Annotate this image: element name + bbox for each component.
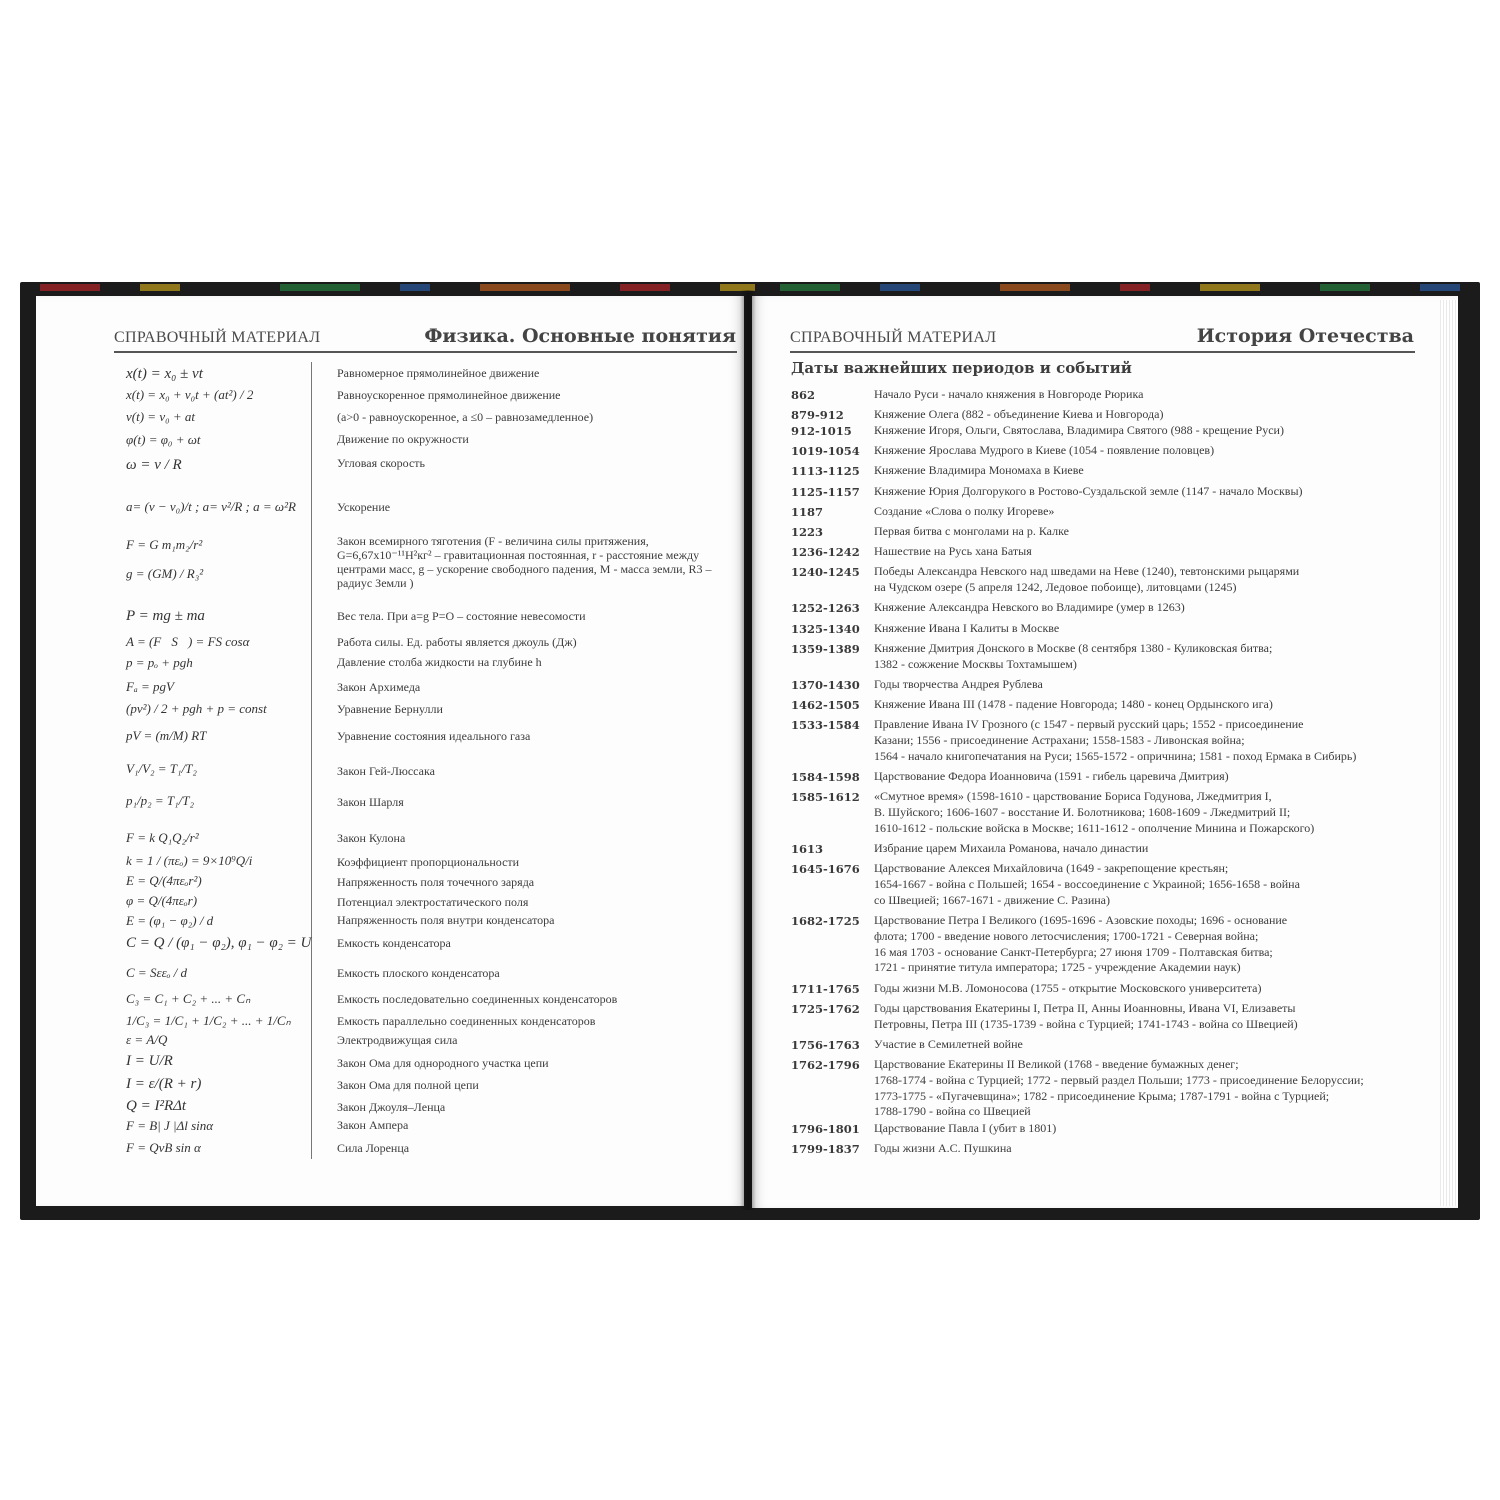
- spine: [740, 290, 756, 1210]
- event-date: 1113-1125: [791, 464, 860, 478]
- event-description: «Смутное время» (1598-1610 - царствование Бориса Годунова, Лжедмитрия I, В. Шуйского; 1606-1607 - восстание И. Болотникова; 1608-1609 - Лжедмитрий II; 1610-1612 - польские войска в Москве; 1611-1612 - ополчение Минина и Пожарского): [874, 789, 1315, 835]
- formula: k = 1 / (πεₒ) = 9×10⁹Q/i: [126, 853, 253, 868]
- left-header-rule: [114, 351, 737, 353]
- formula: x(t) = x₀ + v₀t + (at²) / 2: [126, 387, 254, 402]
- event-date: 1584-1598: [791, 770, 860, 784]
- event-description: Первая битва с монголами на р. Калке: [874, 524, 1069, 538]
- event-date: 912-1015: [791, 424, 852, 438]
- formula-description: Закон Ома для однородного участка цепи: [337, 1056, 549, 1070]
- formula: Q = I²RΔt: [126, 1098, 187, 1114]
- event-description: Княжение Александра Невского во Владимире (умер в 1263): [874, 600, 1185, 614]
- cover-pattern-segment: [400, 284, 430, 291]
- event-description: Царствование Федора Иоанновича (1591 - гибель царевича Дмитрия): [874, 769, 1229, 783]
- cover-pattern-segment: [480, 284, 570, 291]
- formula-description: Емкость последовательно соединенных конденсаторов: [337, 992, 618, 1006]
- formula-description: Уравнение Бернулли: [337, 702, 443, 716]
- event-date: 1223: [791, 525, 824, 539]
- formula-description: Закон Кулона: [337, 831, 406, 845]
- cover-pattern-segment: [1320, 284, 1370, 291]
- formula: I = ε/(R + r): [126, 1076, 202, 1092]
- formula: 1/C₃ = 1/C₁ + 1/C₂ + ... + 1/Cₙ: [126, 1013, 291, 1028]
- left-header-label: СПРАВОЧНЫЙ МАТЕРИАЛ: [114, 329, 321, 346]
- event-date: 1682-1725: [791, 914, 860, 928]
- formula-column-divider: [311, 362, 312, 1159]
- event-description: Княжение Ивана III (1478 - падение Новгорода; 1480 - конец Ордынского ига): [874, 697, 1273, 711]
- event-description: Участие в Семилетней войне: [874, 1037, 1023, 1051]
- formula: φ(t) = φ₀ + ωt: [126, 432, 201, 447]
- formula-description: Электродвижущая сила: [337, 1033, 458, 1047]
- formula: a= (v − v₀)/t ; a= v²/R ; a = ω²R: [126, 499, 296, 514]
- event-description: Княжение Владимира Мономаха в Киеве: [874, 463, 1084, 477]
- formula-description: Закон Шарля: [337, 795, 404, 809]
- formula-description: Сила Лоренца: [337, 1141, 410, 1155]
- event-description: Создание «Слова о полку Игореве»: [874, 504, 1055, 518]
- event-description: Царствование Екатерины II Великой (1768 - введение бумажных денег; 1768-1774 - война с Турцией; 1772 - первый раздел Польши; 1773 - присоединение Белоруссии; 1773-1775 - «Пугачевщина»; 1782 - присоединение Крыма; 1787-1791 - война с Турцией; 1788-1790 - война со Швецией: [874, 1057, 1364, 1119]
- formula: P = mg ± ma: [126, 608, 205, 624]
- event-date: 1613: [791, 842, 824, 856]
- event-description: Княжение Олега (882 - объединение Киева и Новгорода): [874, 407, 1164, 421]
- formula-description: Закон Архимеда: [337, 680, 421, 694]
- event-description: Годы жизни А.С. Пушкина: [874, 1141, 1012, 1155]
- formula-description: Равномерное прямолинейное движение: [337, 366, 540, 380]
- formula: v(t) = v₀ + at: [126, 409, 195, 424]
- formula: F = B| J |Δl sinα: [126, 1118, 214, 1133]
- formula: Fₐ = pgV: [126, 679, 174, 694]
- formula-description: Коэффициент пропорциональности: [337, 855, 520, 869]
- formula: E = Q/(4πεₒr²): [126, 873, 202, 888]
- event-date: 1756-1763: [791, 1038, 860, 1052]
- formula: φ = Q/(4πεₒr): [126, 893, 198, 908]
- event-date: 1370-1430: [791, 678, 860, 692]
- event-description: Княжение Ивана I Калиты в Москве: [874, 621, 1060, 635]
- event-date: 1725-1762: [791, 1002, 860, 1016]
- formula-description: Закон Гей-Люссака: [337, 764, 435, 778]
- event-date: 1359-1389: [791, 642, 860, 656]
- formula: F = G m₁m₂/r²: [126, 537, 203, 552]
- event-date: 1236-1242: [791, 545, 860, 559]
- cover-pattern-segment: [40, 284, 100, 291]
- event-description: Царствование Петра I Великого (1695-1696 - Азовские походы; 1696 - основание флота; 1700 - введение нового летосчисления; 1700-1721 - Северная война; 16 мая 1703 - основание Санкт-Петербурга; 27 июня 1709 - Полтавская битва; 1721 - принятие титула императора; 1725 - учреждение Академии наук): [874, 913, 1288, 975]
- cover-pattern-segment: [880, 284, 920, 291]
- cover-pattern-segment: [280, 284, 360, 291]
- formula-description: (a>0 - равноускоренное, a ≤0 – равнозамедленное): [337, 410, 594, 424]
- history-subtitle: Даты важнейших периодов и событий: [791, 359, 1132, 377]
- cover-pattern-segment: [1420, 284, 1460, 291]
- formula: C = Sεεₒ / d: [126, 965, 188, 980]
- event-date: 1187: [791, 505, 824, 519]
- formula-description: Напряженность поля внутри конденсатора: [337, 913, 555, 927]
- formula: p₁/p₂ = T₁/T₂: [126, 793, 195, 808]
- formula-description: Работа силы. Ед. работы является джоуль (Дж): [337, 635, 577, 649]
- formula-description: Равноускоренное прямолинейное движение: [337, 388, 561, 402]
- event-description: Годы жизни М.В. Ломоносова (1755 - открытие Московского университета): [874, 981, 1262, 995]
- cover-pattern-segment: [780, 284, 840, 291]
- event-date: 1252-1263: [791, 601, 860, 615]
- formula-description: Напряженность поля точечного заряда: [337, 875, 535, 889]
- event-description: Княжение Дмитрия Донского в Москве (8 сентября 1380 - Куликовская битва; 1382 - сожжение Москвы Тохтамышем): [874, 641, 1273, 671]
- formula: V₁/V₂ = T₁/T₂: [126, 761, 197, 776]
- event-date: 1711-1765: [791, 982, 860, 996]
- event-date: 1462-1505: [791, 698, 860, 712]
- formula-description: Давление столба жидкости на глубине h: [337, 655, 542, 669]
- formula: ω = v / R: [126, 457, 182, 473]
- formula-description: Емкость конденсатора: [337, 936, 451, 950]
- formula-description: Уравнение состояния идеального газа: [337, 729, 531, 743]
- event-description: Княжение Юрия Долгорукого в Ростово-Суздальской земле (1147 - начало Москвы): [874, 484, 1303, 498]
- left-page-title: Физика. Основные понятия: [424, 325, 736, 347]
- formula: ε = A/Q: [126, 1032, 168, 1047]
- formula: F = QvB sin α: [126, 1140, 201, 1155]
- event-description: Победы Александра Невского над шведами на Неве (1240), тевтонскими рыцарями на Чудском озере (5 апреля 1242, Ледовое побоище), литовцами (1245): [874, 564, 1300, 594]
- formula-description: Ускорение: [337, 500, 391, 514]
- formula: pV = (m/M) RT: [126, 728, 207, 743]
- formula-description: Угловая скорость: [337, 456, 425, 470]
- formula: I = U/R: [126, 1053, 173, 1069]
- event-date: 1585-1612: [791, 790, 860, 804]
- event-description: Годы царствования Екатерины I, Петра II, Анны Иоанновны, Ивана VI, Елизаветы Петровны, Петра III (1735-1739 - война с Турцией; 1741-1743 - война со Швецией): [874, 1001, 1298, 1031]
- formula: C₃ = C₁ + C₂ + ... + Cₙ: [126, 991, 251, 1006]
- event-date: 1796-1801: [791, 1122, 860, 1136]
- right-page-title: История Отечества: [1196, 325, 1414, 347]
- formula: g = (GM) / R₃²: [126, 566, 204, 581]
- event-date: 1325-1340: [791, 622, 860, 636]
- formula-description: Емкость плоского конденсатора: [337, 966, 500, 980]
- right-page-edge: [1440, 300, 1458, 1206]
- event-description: Царствование Алексея Михайловича (1649 - закрепощение крестьян; 1654-1667 - война с Польшей; 1654 - воссоединение с Украиной; 1656-1658 - война со Швецией; 1667-1671 - движение С. Разина): [874, 861, 1300, 907]
- formula-description: Вес тела. При a=g P=O – состояние невесомости: [337, 609, 586, 623]
- cover-pattern-segment: [1200, 284, 1260, 291]
- event-date: 879-912: [791, 408, 844, 422]
- event-description: Царствование Павла I (убит в 1801): [874, 1121, 1057, 1135]
- cover-pattern-segment: [140, 284, 180, 291]
- formula-description: Закон Джоуля–Ленца: [337, 1100, 446, 1114]
- event-description: Нашествие на Русь хана Батыя: [874, 544, 1032, 558]
- formula: C = Q / (φ₁ − φ₂), φ₁ − φ₂ = U: [126, 935, 312, 951]
- event-description: Избрание царем Михаила Романова, начало династии: [874, 841, 1149, 855]
- formula: (pv²) / 2 + pgh + p = const: [126, 701, 267, 716]
- event-date: 1240-1245: [791, 565, 860, 579]
- right-header-label: СПРАВОЧНЫЙ МАТЕРИАЛ: [790, 329, 997, 346]
- event-date: 862: [791, 388, 816, 402]
- event-description: Княжение Ярослава Мудрого в Киеве (1054 - появление половцев): [874, 443, 1215, 457]
- formula: E = (φ₁ − φ₂) / d: [126, 913, 214, 928]
- event-date: 1125-1157: [791, 485, 860, 499]
- formula: F = k Q₁Q₂/r²: [126, 830, 199, 845]
- event-date: 1019-1054: [791, 444, 860, 458]
- cover-pattern-segment: [1120, 284, 1150, 291]
- event-date: 1762-1796: [791, 1058, 860, 1072]
- event-date: 1645-1676: [791, 862, 860, 876]
- event-description: Правление Ивана IV Грозного (с 1547 - первый русский царь; 1552 - присоединение Казани; 1556 - присоединение Астрахани; 1558-1583 - Ливонская война; 1564 - начало книгопечатания на Руси; 1565-1572 - опричнина; 1581 - поход Ермака в Сибирь): [874, 717, 1357, 763]
- formula: x(t) = x₀ ± vt: [126, 366, 203, 382]
- formula-description: Потенциал электростатического поля: [337, 895, 529, 909]
- formula-description: Закон Ома для полной цепи: [337, 1078, 479, 1092]
- formula-description: Закон Ампера: [337, 1118, 409, 1132]
- formula-description: Емкость параллельно соединенных конденсаторов: [337, 1014, 596, 1028]
- formula: A = (F⃗S⃗) = FS cosα: [126, 634, 250, 649]
- right-header-rule: [790, 351, 1415, 353]
- formula-description: Закон всемирного тяготения (F - величина силы притяжения, G=6,67x10⁻¹¹Н²кг² – гравитационная постоянная, r - расстояние между центрами масс, g – ускорение свободного падения, M - масса земли, R3 – радиус Земли ): [337, 534, 712, 590]
- event-date: 1799-1837: [791, 1142, 860, 1156]
- event-description: Княжение Игоря, Ольги, Святослава, Владимира Святого (988 - крещение Руси): [874, 423, 1284, 437]
- event-description: Начало Руси - начало княжения в Новгороде Рюрика: [874, 387, 1144, 401]
- event-date: 1533-1584: [791, 718, 860, 732]
- event-description: Годы творчества Андрея Рублева: [874, 677, 1043, 691]
- formula-description: Движение по окружности: [337, 432, 469, 446]
- cover-pattern-segment: [1000, 284, 1070, 291]
- cover-pattern-segment: [620, 284, 670, 291]
- formula: p = pₒ + pgh: [126, 655, 193, 670]
